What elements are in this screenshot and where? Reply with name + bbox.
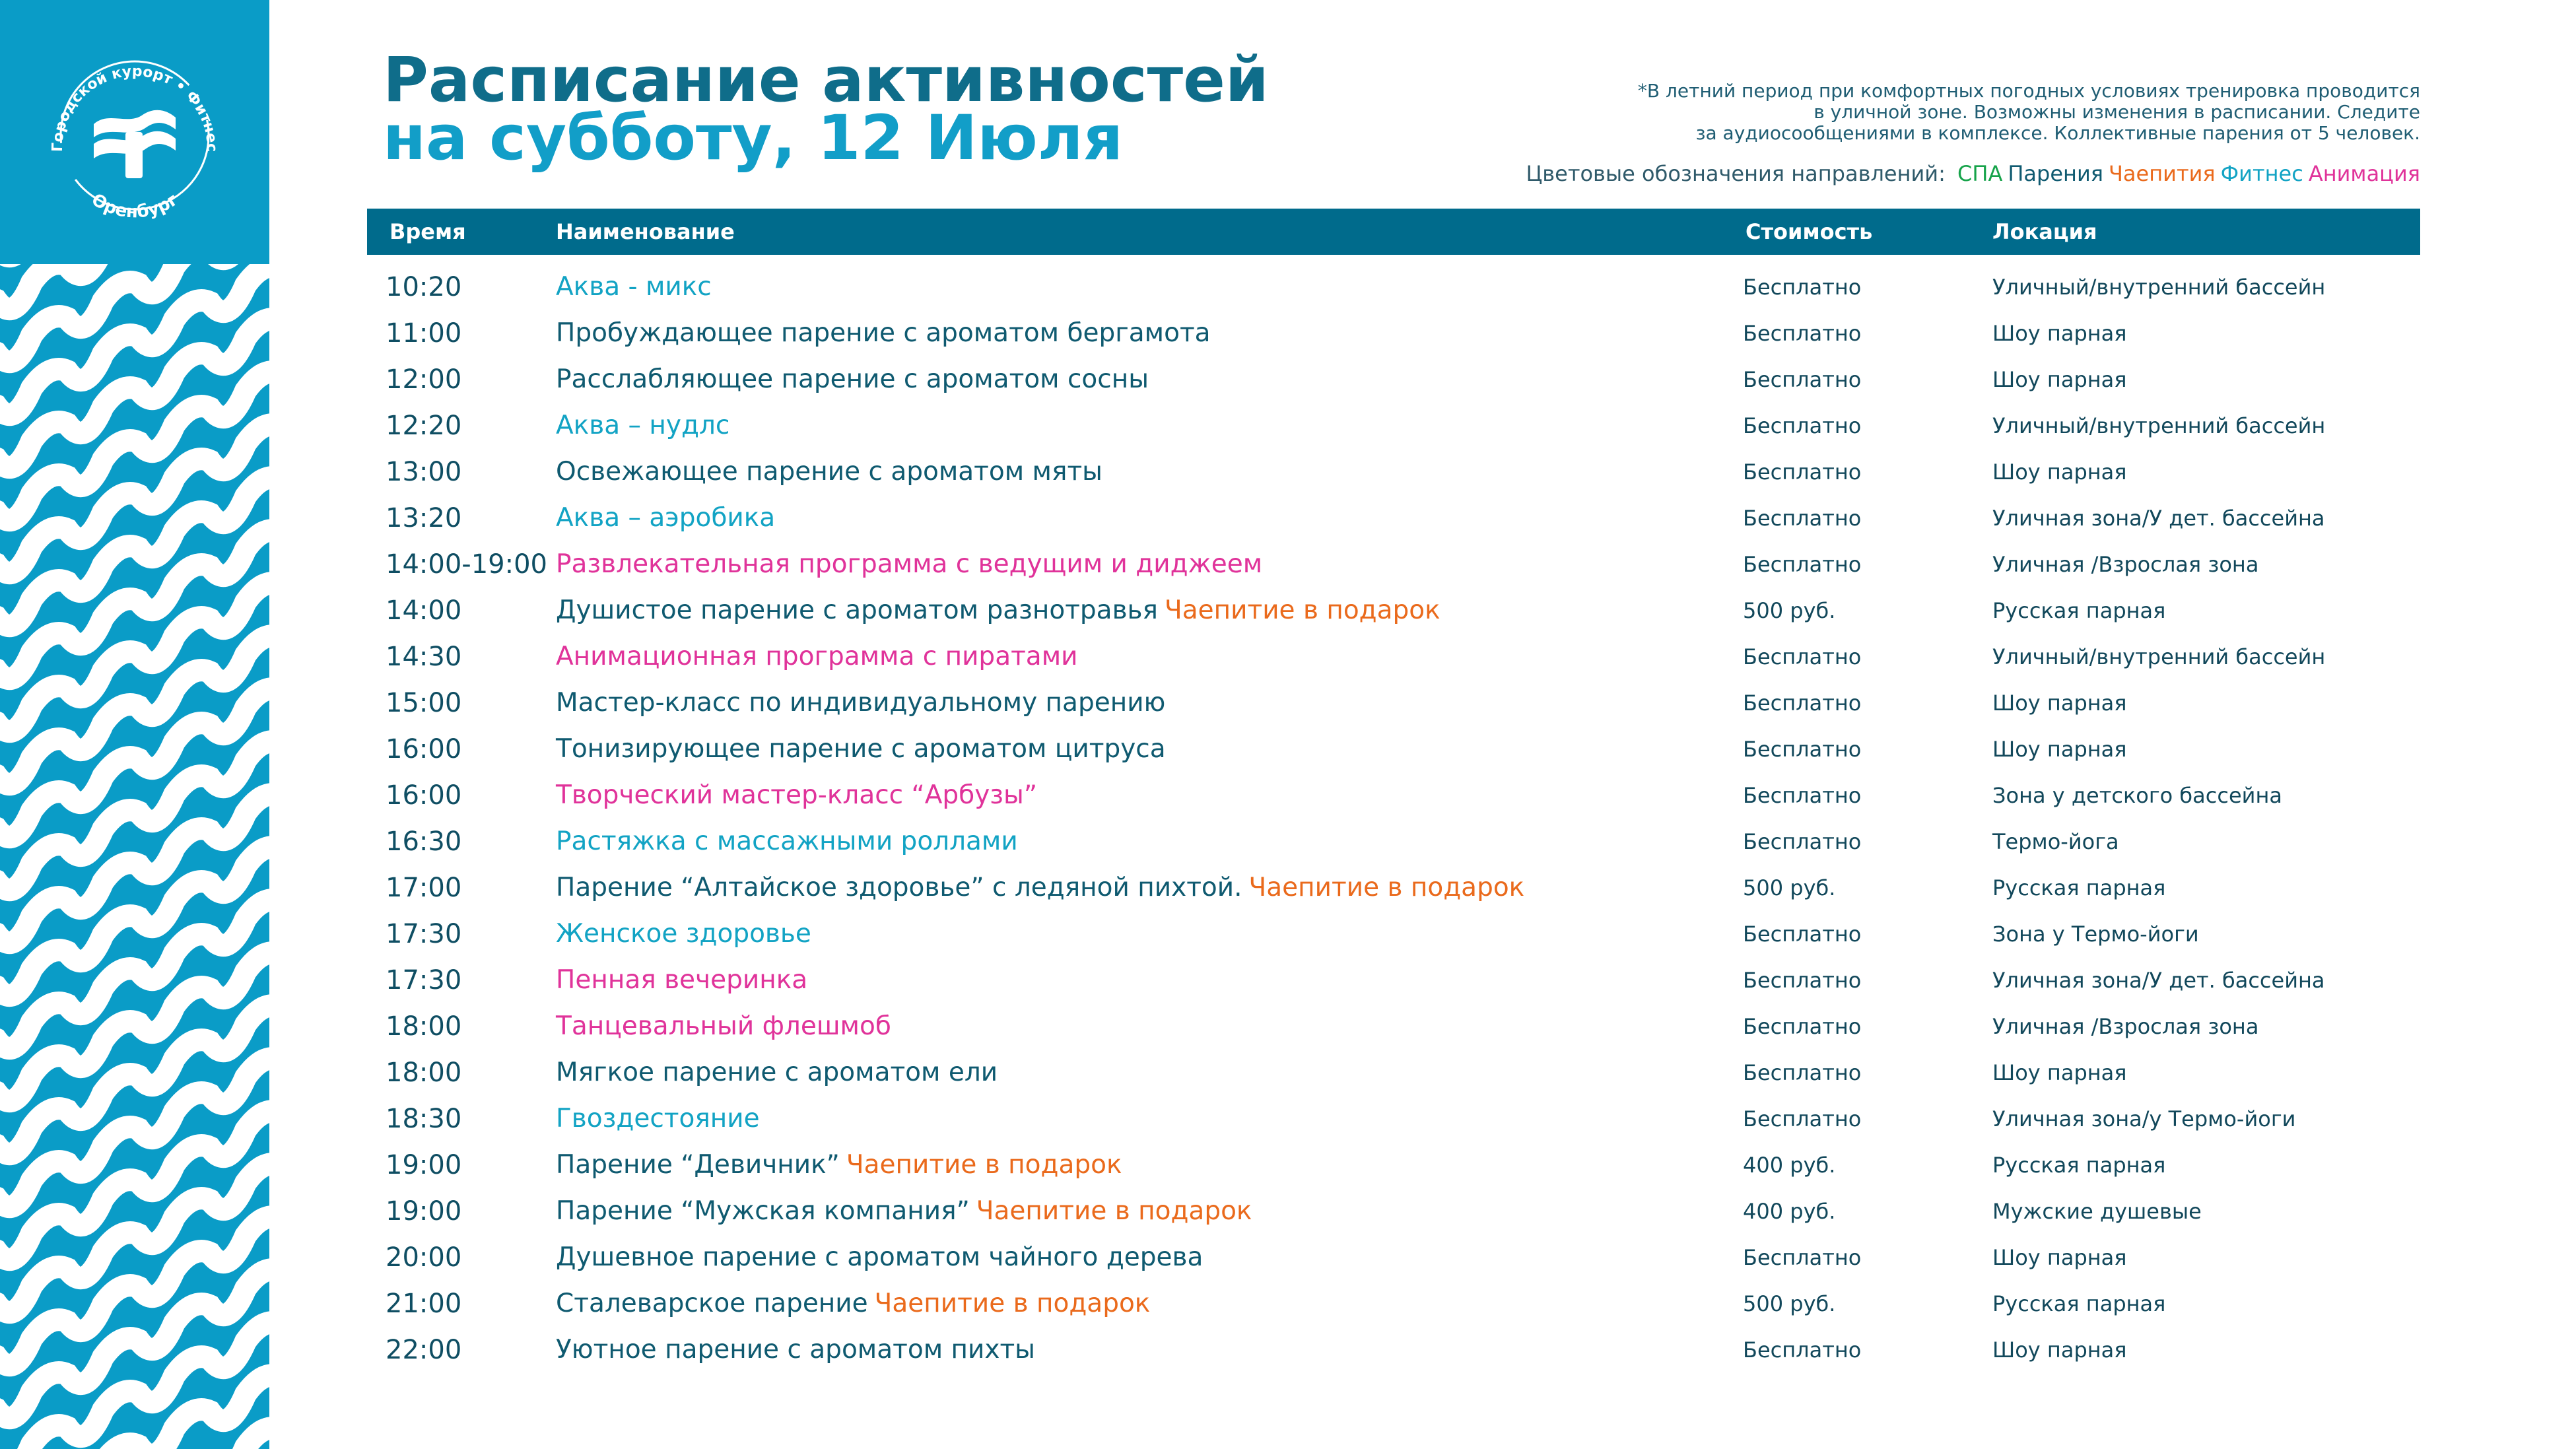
row-cost: Бесплатно xyxy=(1743,459,1862,485)
table-row xyxy=(0,1050,2576,1096)
row-activity xyxy=(556,1096,760,1142)
row-time: 10:20 xyxy=(386,272,462,302)
row-time: 18:30 xyxy=(386,1104,462,1134)
row-activity xyxy=(556,772,1037,819)
table-row xyxy=(0,403,2576,449)
row-time: 12:20 xyxy=(386,411,462,441)
table-row xyxy=(0,957,2576,1003)
tea-gift-note: Чаепитие в подарок xyxy=(976,1196,1252,1226)
row-cost: Бесплатно xyxy=(1743,644,1862,669)
schedule-note xyxy=(1562,81,2420,144)
row-activity xyxy=(556,264,712,310)
activity-name: Женское здоровье xyxy=(556,919,811,949)
table-row xyxy=(0,588,2576,634)
legend-item: Парения xyxy=(2008,161,2103,186)
row-location: Шоу парная xyxy=(1992,1337,2127,1363)
row-location: Русская парная xyxy=(1992,1291,2166,1316)
header-cost: Стоимость xyxy=(1746,219,1873,244)
table-row xyxy=(0,264,2576,310)
row-activity xyxy=(556,1003,891,1050)
table-row xyxy=(0,541,2576,588)
row-location: Уличный/внутренний бассейн xyxy=(1992,413,2326,438)
row-location: Шоу парная xyxy=(1992,367,2127,392)
brand-ring-text: Городской курорт • Фитнес xyxy=(49,63,220,152)
brand-logo xyxy=(0,0,269,264)
activity-name: Парение “Девичник” xyxy=(556,1150,840,1180)
page-title xyxy=(383,44,1269,174)
row-location: Уличный/внутренний бассейн xyxy=(1992,275,2326,300)
note-line-1: *В летний период при комфортных погодных условиях тренировка проводится xyxy=(1637,80,2420,102)
header-name: Наименование xyxy=(556,219,735,244)
tea-gift-note: Чаепитие в подарок xyxy=(1165,595,1441,625)
table-header xyxy=(367,209,2420,255)
row-location: Уличная /Взрослая зона xyxy=(1992,1014,2259,1039)
row-cost: Бесплатно xyxy=(1743,1245,1862,1270)
row-activity xyxy=(556,449,1102,495)
row-time: 13:20 xyxy=(386,503,462,533)
table-row xyxy=(0,1142,2576,1188)
row-cost: Бесплатно xyxy=(1743,506,1862,531)
row-location: Русская парная xyxy=(1992,1153,2166,1178)
table-row xyxy=(0,1281,2576,1327)
header-location: Локация xyxy=(1992,219,2097,244)
row-time: 12:00 xyxy=(386,364,462,395)
row-location: Шоу парная xyxy=(1992,737,2127,762)
row-cost: Бесплатно xyxy=(1743,1014,1862,1039)
row-time: 19:00 xyxy=(386,1150,462,1180)
activity-name: Творческий мастер-класс “Арбузы” xyxy=(556,780,1038,810)
row-activity xyxy=(556,1234,1203,1281)
row-location: Шоу парная xyxy=(1992,459,2127,485)
row-location: Мужские душевые xyxy=(1992,1199,2202,1224)
table-row xyxy=(0,680,2576,726)
table-row xyxy=(0,1096,2576,1142)
row-activity xyxy=(556,1188,1252,1234)
activity-name: Освежающее парение с ароматом мяты xyxy=(556,457,1102,487)
row-cost: Бесплатно xyxy=(1743,1337,1862,1363)
row-cost: 400 руб. xyxy=(1743,1199,1836,1224)
row-cost: Бесплатно xyxy=(1743,1106,1862,1131)
row-cost: Бесплатно xyxy=(1743,783,1862,808)
row-time: 14:00 xyxy=(386,595,462,626)
color-legend xyxy=(1526,161,2420,186)
brand-city: Оренбург xyxy=(88,189,182,222)
row-cost: Бесплатно xyxy=(1743,367,1862,392)
activity-name: Парение “Мужская компания” xyxy=(556,1196,970,1226)
row-activity xyxy=(556,680,1165,726)
activity-name: Душевное парение с ароматом чайного дерева xyxy=(556,1242,1203,1272)
row-location: Уличная зона/у Термо-йоги xyxy=(1992,1106,2296,1131)
row-location: Шоу парная xyxy=(1992,1245,2127,1270)
row-activity xyxy=(556,541,1262,588)
legend-label: Цветовые обозначения направлений: xyxy=(1526,161,1946,186)
row-cost: 500 руб. xyxy=(1743,1291,1836,1316)
table-row xyxy=(0,356,2576,403)
row-cost: Бесплатно xyxy=(1743,1060,1862,1085)
row-cost: Бесплатно xyxy=(1743,968,1862,993)
row-cost: Бесплатно xyxy=(1743,321,1862,346)
row-cost: Бесплатно xyxy=(1743,413,1862,438)
activity-name: Аква – аэробика xyxy=(556,503,776,533)
activity-name: Аква - микс xyxy=(556,272,712,302)
row-time: 14:00-19:00 xyxy=(386,549,547,580)
activity-name: Парение “Алтайское здоровье” с ледяной пихтой. xyxy=(556,873,1242,902)
activity-name: Танцевальный флешмоб xyxy=(556,1011,891,1041)
row-location: Термо-йога xyxy=(1992,829,2119,854)
row-location: Шоу парная xyxy=(1992,1060,2127,1085)
row-activity xyxy=(556,356,1149,403)
activity-name: Анимационная программа с пиратами xyxy=(556,642,1078,671)
row-cost: Бесплатно xyxy=(1743,737,1862,762)
activity-name: Растяжка с массажными роллами xyxy=(556,826,1018,856)
table-row xyxy=(0,449,2576,495)
table-row xyxy=(0,634,2576,680)
row-location: Зона у детского бассейна xyxy=(1992,783,2282,808)
activity-name: Гвоздестояние xyxy=(556,1104,760,1133)
activity-name: Пробуждающее парение с ароматом бергамота xyxy=(556,318,1211,348)
activity-name: Тонизирующее парение с ароматом цитруса xyxy=(556,734,1166,764)
row-time: 20:00 xyxy=(386,1242,462,1273)
table-row xyxy=(0,1234,2576,1281)
row-cost: Бесплатно xyxy=(1743,275,1862,300)
row-activity xyxy=(556,495,775,541)
row-time: 22:00 xyxy=(386,1335,462,1365)
table-row xyxy=(0,495,2576,541)
tea-gift-note: Чаепитие в подарок xyxy=(846,1150,1122,1180)
row-cost: Бесплатно xyxy=(1743,691,1862,716)
note-line-3: за аудиосообщениями в комплексе. Коллективные парения от 5 человек. xyxy=(1695,122,2420,144)
row-activity xyxy=(556,634,1077,680)
table-row xyxy=(0,911,2576,957)
row-time: 17:30 xyxy=(386,965,462,995)
row-location: Шоу парная xyxy=(1992,691,2127,716)
row-time: 19:00 xyxy=(386,1196,462,1227)
row-time: 16:00 xyxy=(386,734,462,764)
table-row xyxy=(0,726,2576,772)
activity-name: Аква – нудлс xyxy=(556,411,730,440)
row-cost: 500 руб. xyxy=(1743,875,1836,900)
row-cost: Бесплатно xyxy=(1743,829,1862,854)
row-time: 13:00 xyxy=(386,457,462,487)
row-activity xyxy=(556,588,1441,634)
row-activity xyxy=(556,911,811,957)
row-activity xyxy=(556,403,729,449)
row-time: 16:00 xyxy=(386,780,462,811)
legend-item: Чаепития xyxy=(2108,161,2216,186)
row-location: Уличный/внутренний бассейн xyxy=(1992,644,2326,669)
row-location: Уличная зона/У дет. бассейна xyxy=(1992,506,2325,531)
row-time: 11:00 xyxy=(386,318,462,349)
activity-name: Сталеварское парение xyxy=(556,1289,868,1318)
row-cost: 400 руб. xyxy=(1743,1153,1836,1178)
row-time: 18:00 xyxy=(386,1058,462,1088)
header-time: Время xyxy=(390,219,466,244)
row-cost: 500 руб. xyxy=(1743,598,1836,623)
note-line-2: в уличной зоне. Возможны изменения в расписании. Следите xyxy=(1813,101,2420,123)
title-line-2: на субботу, 12 Июля xyxy=(383,102,1123,174)
row-time: 14:30 xyxy=(386,642,462,672)
legend-item: СПА xyxy=(1957,161,2003,186)
activity-name: Расслабляющее парение с ароматом сосны xyxy=(556,364,1149,394)
row-activity xyxy=(556,1327,1035,1373)
row-activity xyxy=(556,310,1211,356)
row-time: 16:30 xyxy=(386,826,462,857)
row-location: Русская парная xyxy=(1992,875,2166,900)
table-row xyxy=(0,865,2576,911)
activity-name: Уютное парение с ароматом пихты xyxy=(556,1335,1035,1365)
row-activity xyxy=(556,726,1166,772)
row-activity xyxy=(556,819,1018,865)
table-row xyxy=(0,1003,2576,1050)
title-line-1: Расписание активностей xyxy=(383,44,1269,116)
table-row xyxy=(0,1188,2576,1234)
svg-text:Оренбург xyxy=(88,189,182,222)
row-location: Уличная зона/У дет. бассейна xyxy=(1992,968,2325,993)
activity-name: Мастер-класс по индивидуальному парению xyxy=(556,688,1166,718)
activity-name: Пенная вечеринка xyxy=(556,965,808,995)
row-time: 17:00 xyxy=(386,873,462,903)
table-row xyxy=(0,1327,2576,1373)
table-row xyxy=(0,310,2576,356)
row-location: Зона у Термо-йоги xyxy=(1992,922,2199,947)
row-location: Уличная /Взрослая зона xyxy=(1992,552,2259,577)
row-location: Шоу парная xyxy=(1992,321,2127,346)
row-activity xyxy=(556,1142,1122,1188)
row-location: Русская парная xyxy=(1992,598,2166,623)
row-time: 15:00 xyxy=(386,688,462,718)
row-activity xyxy=(556,1050,998,1096)
table-row xyxy=(0,819,2576,865)
legend-item: Фитнес xyxy=(2220,161,2303,186)
activity-name: Мягкое парение с ароматом ели xyxy=(556,1058,998,1087)
row-activity xyxy=(556,865,1524,911)
resort-logo-icon xyxy=(29,26,240,238)
row-time: 18:00 xyxy=(386,1011,462,1042)
tea-gift-note: Чаепитие в подарок xyxy=(874,1289,1151,1318)
activity-name: Душистое парение с ароматом разнотравья xyxy=(556,595,1159,625)
row-activity xyxy=(556,1281,1150,1327)
row-cost: Бесплатно xyxy=(1743,922,1862,947)
tea-gift-note: Чаепитие в подарок xyxy=(1248,873,1525,902)
row-time: 17:30 xyxy=(386,919,462,949)
row-activity xyxy=(556,957,807,1003)
row-time: 21:00 xyxy=(386,1289,462,1319)
row-cost: Бесплатно xyxy=(1743,552,1862,577)
legend-item: Анимация xyxy=(2308,161,2420,186)
activity-name: Развлекательная программа с ведущим и диджеем xyxy=(556,549,1263,579)
table-row xyxy=(0,772,2576,819)
